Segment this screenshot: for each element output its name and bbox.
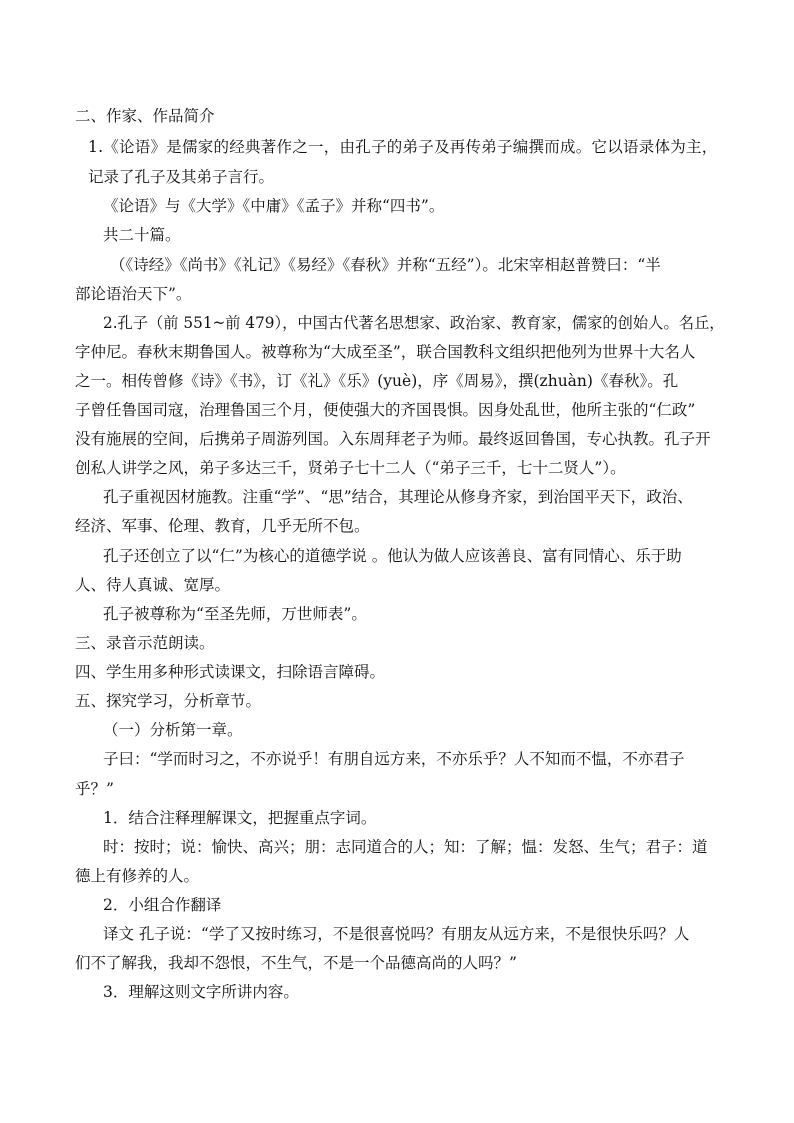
paragraph-line: （《诗经》《尚书》《礼记》《易经》《春秋》并称“五经”）。北宋宰相赵普赞曰：“半 <box>110 256 661 274</box>
paragraph-line: 德上有修养的人。 <box>75 867 200 885</box>
paragraph-line: 人、待人真诚、宽厚。 <box>75 576 231 594</box>
paragraph-line: 创私人讲学之风，弟子多达三千，贤弟子七十二人（“弟子三千，七十二贤人”）。 <box>75 459 626 477</box>
paragraph-line: 经济、军事、伦理、教育，几乎无所不包。 <box>75 517 370 535</box>
paragraph-line: 时：按时；说：愉快、高兴；朋：志同道合的人；知：了解；愠：发怒、生气；君子：道 <box>103 838 708 856</box>
paragraph-line: 共二十篇。 <box>103 226 181 244</box>
paragraph-line: 译文 孔子说：“学了又按时练习，不是很喜悦吗？有朋友从远方来，不是很快乐吗？人 <box>103 925 690 943</box>
paragraph-line: 2.孔子（前 551~前 479），中国古代著名思想家、政治家、教育家，儒家的创始人。名丘， <box>103 314 725 332</box>
paragraph-line: 们不了解我，我却不怨恨，不生气，不是一个品德高尚的人吗？” <box>75 954 517 972</box>
paragraph-line: 子曾任鲁国司寇，治理鲁国三个月，便使强大的齐国畏惧。因身处乱世，他所主张的“仁政” <box>75 401 696 419</box>
paragraph-line: 孔子被尊称为“至圣先师，万世师表”。 <box>103 605 367 623</box>
paragraph-line: 没有施展的空间，后携弟子周游列国。入东周拜老子为师。最终返回鲁国，专心执教。孔子开 <box>75 430 711 448</box>
section-heading: 二、作家、作品简介 <box>75 107 215 125</box>
paragraph-line: 字仲尼。春秋末期鲁国人。被尊称为“大成至圣”，联合国教科文组织把他列为世界十大名人 <box>75 343 696 361</box>
paragraph-line: 3．理解这则文字所讲内容。 <box>103 983 299 1001</box>
paragraph-line: 孔子还创立了以“仁”为核心的道德学说 。他认为做人应该善良、富有同情心、乐于助 <box>103 547 682 565</box>
paragraph-line: 《论语》与《大学》《中庸》《孟子》并称“四书”。 <box>103 197 445 215</box>
paragraph-line: 之一。相传曾修《诗》《书》，订《礼》《乐》(yuè)，序《周易》，撰(zhuàn)《春秋》。孔 <box>75 372 679 390</box>
subsection-heading: （一）分析第一章。 <box>103 721 243 739</box>
paragraph-line: 记录了孔子及其弟子言行。 <box>88 168 275 186</box>
paragraph-line: 1．结合注释理解课文，把握重点字词。 <box>103 809 377 827</box>
paragraph-line: 1.《论语》是儒家的经典著作之一，由孔子的弟子及再传弟子编撰而成。它以语录体为主， <box>88 138 718 156</box>
section-heading: 三、录音示范朗读。 <box>75 634 215 652</box>
quote-line: 子曰：“学而时习之，不亦说乎！有朋自远方来，不亦乐乎？人不知而不愠，不亦君子 <box>103 750 685 768</box>
quote-line: 乎？” <box>75 780 114 798</box>
paragraph-line: 2．小组合作翻译 <box>103 896 222 914</box>
paragraph-line: 部论语治天下”。 <box>75 285 192 303</box>
section-heading: 五、探究学习，分析章节。 <box>75 692 262 710</box>
section-heading: 四、学生用多种形式读课文，扫除语言障碍。 <box>75 663 386 681</box>
paragraph-line: 孔子重视因材施教。注重“学”、“思”结合，其理论从修身齐家，到治国平天下，政治、 <box>103 488 693 506</box>
